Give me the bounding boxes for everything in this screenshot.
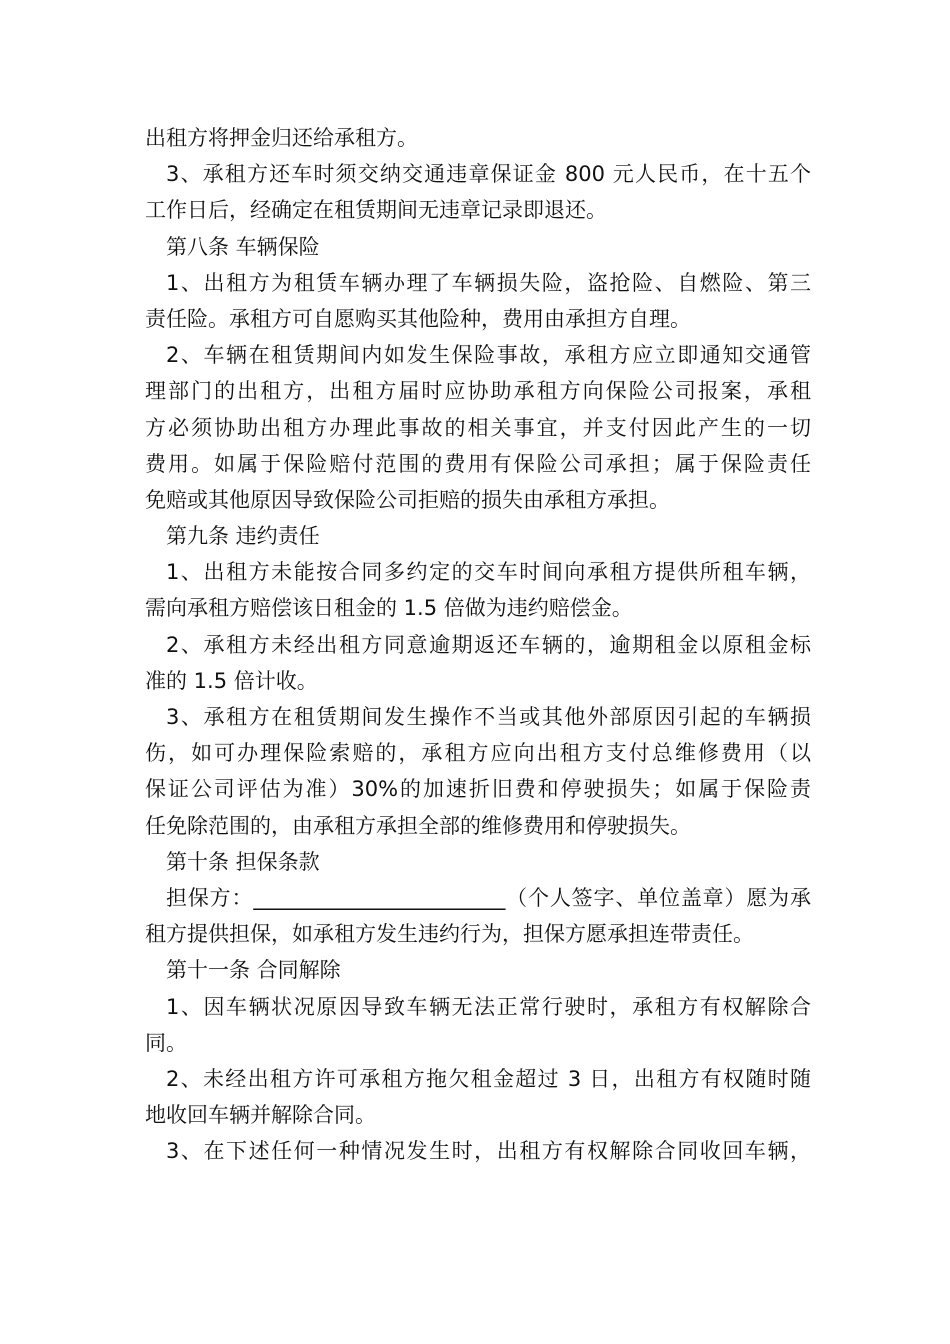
paragraph-line: 1、因车辆状况原因导致车辆无法正常行驶时，承租方有权解除合 (166, 994, 811, 1019)
paragraph-line: 地收回车辆并解除合同。 (145, 1103, 376, 1128)
paragraph-line: 担保方：________________________（个人签字、单位盖章）愿为承 (166, 885, 811, 910)
paragraph-line: 2、承租方未经出租方同意逾期返还车辆的，逾期租金以原租金标 (166, 632, 811, 657)
section-heading: 第十条 担保条款 (166, 849, 320, 874)
paragraph-line: 3、承租方在租赁期间发生操作不当或其他外部原因引起的车辆损 (166, 705, 811, 729)
section-heading: 第十一条 合同解除 (166, 958, 341, 983)
paragraph-line: 3、承租方还车时须交纳交通违章保证金 800 元人民币，在十五个 (166, 162, 811, 187)
section-heading: 第九条 违约责任 (166, 524, 320, 549)
paragraph-line: 方必须协助出租方办理此事故的相关事宜，并支付因此产生的一切 (145, 415, 811, 440)
section-heading: 第八条 车辆保险 (166, 234, 320, 259)
paragraph-line: 任免除范围的，由承租方承担全部的维修费用和停驶损失。 (145, 813, 691, 838)
paragraph-line: 工作日后，经确定在租赁期间无违章记录即退还。 (145, 198, 607, 223)
paragraph-line: 2、车辆在租赁期间内如发生保险事故，承租方应立即通知交通管 (166, 343, 811, 368)
document-body (145, 120, 811, 1169)
paragraph-line: 租方提供担保，如承租方发生违约行为，担保方愿承担连带责任。 (145, 922, 754, 947)
paragraph-line: 伤，如可办理保险索赔的，承租方应向出租方支付总维修费用（以 (145, 741, 811, 766)
paragraph-line: 1、出租方未能按合同多约定的交车时间向承租方提供所租车辆， (166, 560, 811, 585)
paragraph-line: 出租方将押金归还给承租方。 (145, 126, 418, 150)
paragraph-line: 免赔或其他原因导致保险公司拒赔的损失由承租方承担。 (145, 487, 670, 512)
paragraph-line: 需向承租方赔偿该日租金的 1.5 倍做为违约赔偿金。 (145, 596, 633, 621)
paragraph-line: 责任险。承租方可自愿购买其他险种，费用由承担方自理。 (145, 306, 691, 331)
paragraph-line: 3、在下述任何一种情况发生时，出租方有权解除合同收回车辆， (166, 1139, 811, 1164)
paragraph-line: 2、未经出租方许可承租方拖欠租金超过 3 日，出租方有权随时随 (166, 1066, 811, 1091)
paragraph-line: 保证公司评估为准）30%的加速折旧费和停驶损失；如属于保险责 (145, 777, 811, 802)
paragraph-line: 同。 (145, 1030, 187, 1055)
paragraph-line: 1、出租方为租赁车辆办理了车辆损失险，盗抢险、自燃险、第三 (166, 270, 811, 295)
paragraph-line: 费用。如属于保险赔付范围的费用有保险公司承担；属于保险责任 (145, 451, 811, 476)
paragraph-line: 理部门的出租方，出租方届时应协助承租方向保险公司报案，承租 (145, 379, 811, 404)
paragraph-line: 准的 1.5 倍计收。 (145, 668, 318, 693)
